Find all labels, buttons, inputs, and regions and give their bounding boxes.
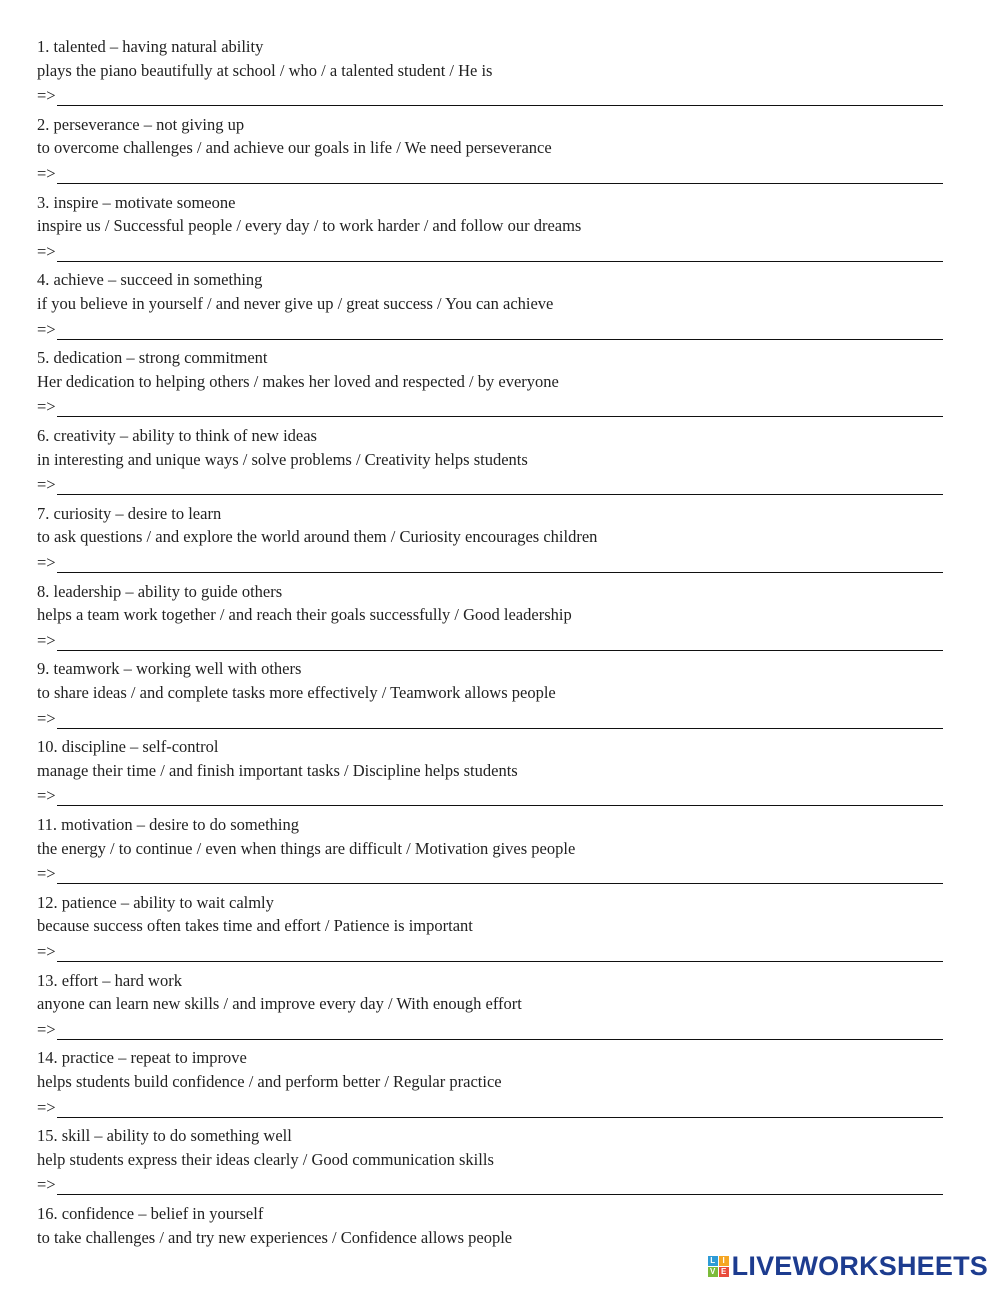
exercise-definition: 5. dedication – strong commitment	[37, 348, 268, 368]
answer-row	[37, 1016, 943, 1040]
exercise-item	[37, 1046, 943, 1124]
exercise-item	[37, 813, 943, 891]
answer-arrow: =>	[37, 941, 56, 961]
answer-arrow: =>	[37, 630, 56, 650]
liveworksheets-logo-icon	[708, 1256, 729, 1277]
answer-arrow: =>	[37, 786, 56, 806]
exercise-prompt: plays the piano beautifully at school / who / a talented student / He is	[37, 60, 493, 80]
answer-input[interactable]	[57, 163, 943, 184]
answer-arrow: =>	[37, 319, 56, 339]
exercise-prompt: manage their time / and finish important tasks / Discipline helps students	[37, 760, 518, 780]
answer-input[interactable]	[57, 1019, 943, 1040]
exercise-prompt: help students express their ideas clearly / Good communication skills	[37, 1149, 494, 1169]
answer-arrow: =>	[37, 86, 56, 106]
answer-row	[37, 393, 943, 417]
exercise-item	[37, 891, 943, 969]
exercise-item	[37, 1124, 943, 1202]
answer-input[interactable]	[57, 941, 943, 962]
answer-row	[37, 938, 943, 962]
answer-arrow: =>	[37, 241, 56, 261]
exercise-definition: 10. discipline – self-control	[37, 737, 219, 757]
answer-arrow: =>	[37, 708, 56, 728]
exercise-prompt: helps students build confidence / and perform better / Regular practice	[37, 1071, 502, 1091]
exercise-prompt: because success often takes time and effort / Patience is important	[37, 916, 473, 936]
answer-input[interactable]	[57, 863, 943, 884]
exercise-prompt: to take challenges / and try new experiences / Confidence allows people	[37, 1227, 513, 1247]
answer-arrow: =>	[37, 397, 56, 417]
answer-row	[37, 1094, 943, 1118]
answer-input[interactable]	[57, 1097, 943, 1118]
answer-arrow: =>	[37, 1097, 56, 1117]
exercise-prompt: the energy / to continue / even when things are difficult / Motivation gives people	[37, 838, 576, 858]
exercise-item	[37, 969, 943, 1047]
exercise-item	[37, 346, 943, 424]
answer-input[interactable]	[57, 708, 943, 729]
exercise-definition: 16. confidence – belief in yourself	[37, 1203, 264, 1223]
exercise-item	[37, 580, 943, 658]
exercise-definition: 15. skill – ability to do something well	[37, 1126, 292, 1146]
exercise-item	[37, 657, 943, 735]
answer-input[interactable]	[57, 1174, 943, 1195]
exercise-item	[37, 35, 943, 113]
logo-mark-letter: V	[708, 1267, 718, 1277]
exercise-prompt: Her dedication to helping others / makes her loved and respected / by everyone	[37, 371, 559, 391]
logo-mark-letter: I	[719, 1256, 729, 1266]
answer-input[interactable]	[57, 319, 943, 340]
answer-input[interactable]	[57, 474, 943, 495]
answer-row	[37, 860, 943, 884]
answer-arrow: =>	[37, 475, 56, 495]
exercise-definition: 7. curiosity – desire to learn	[37, 503, 222, 523]
liveworksheets-logo	[708, 1251, 988, 1282]
answer-row	[37, 782, 943, 806]
exercise-prompt: anyone can learn new skills / and improve every day / With enough effort	[37, 994, 522, 1014]
exercise-item	[37, 424, 943, 502]
exercise-item	[37, 735, 943, 813]
exercise-definition: 9. teamwork – working well with others	[37, 659, 302, 679]
answer-arrow: =>	[37, 1175, 56, 1195]
answer-row	[37, 549, 943, 573]
exercise-item	[37, 502, 943, 580]
exercise-definition: 11. motivation – desire to do something	[37, 814, 299, 834]
exercise-item	[37, 191, 943, 269]
exercise-definition: 14. practice – repeat to improve	[37, 1048, 247, 1068]
exercise-item	[37, 268, 943, 346]
exercise-definition: 4. achieve – succeed in something	[37, 270, 263, 290]
answer-row	[37, 627, 943, 651]
exercise-prompt: in interesting and unique ways / solve problems / Creativity helps students	[37, 449, 528, 469]
answer-input[interactable]	[57, 785, 943, 806]
exercise-prompt: helps a team work together / and reach their goals successfully / Good leadership	[37, 605, 572, 625]
exercise-definition: 1. talented – having natural ability	[37, 37, 264, 56]
exercise-definition: 3. inspire – motivate someone	[37, 192, 236, 212]
answer-row	[37, 160, 943, 184]
exercise-definition: 6. creativity – ability to think of new ideas	[37, 425, 317, 445]
answer-input[interactable]	[57, 396, 943, 417]
answer-row	[37, 316, 943, 340]
answer-arrow: =>	[37, 864, 56, 884]
answer-arrow: =>	[37, 1019, 56, 1039]
exercise-definition: 2. perseverance – not giving up	[37, 114, 245, 134]
exercise-definition: 8. leadership – ability to guide others	[37, 581, 283, 601]
exercise-item	[37, 113, 943, 191]
exercise-definition: 13. effort – hard work	[37, 970, 182, 990]
answer-arrow: =>	[37, 552, 56, 572]
exercise-prompt: if you believe in yourself / and never give up / great success / You can achieve	[37, 293, 554, 313]
worksheet	[37, 35, 943, 1280]
exercise-prompt: to ask questions / and explore the world around them / Curiosity encourages children	[37, 527, 598, 547]
answer-input[interactable]	[57, 552, 943, 573]
answer-arrow: =>	[37, 163, 56, 183]
answer-row	[37, 471, 943, 495]
answer-input[interactable]	[57, 85, 943, 106]
logo-mark-letter: E	[719, 1267, 729, 1277]
exercise-prompt: inspire us / Successful people / every day / to work harder / and follow our dreams	[37, 216, 582, 236]
answer-input[interactable]	[57, 630, 943, 651]
logo-mark-letter: L	[708, 1256, 718, 1266]
answer-row	[37, 82, 943, 106]
answer-row	[37, 1171, 943, 1195]
answer-row	[37, 238, 943, 262]
logo-text: LIVEWORKSHEETS	[731, 1251, 988, 1281]
answer-row	[37, 705, 943, 729]
exercise-prompt: to overcome challenges / and achieve our goals in life / We need perseverance	[37, 138, 552, 158]
exercise-definition: 12. patience – ability to wait calmly	[37, 892, 274, 912]
answer-input[interactable]	[57, 241, 943, 262]
exercise-prompt: to share ideas / and complete tasks more effectively / Teamwork allows people	[37, 682, 556, 702]
